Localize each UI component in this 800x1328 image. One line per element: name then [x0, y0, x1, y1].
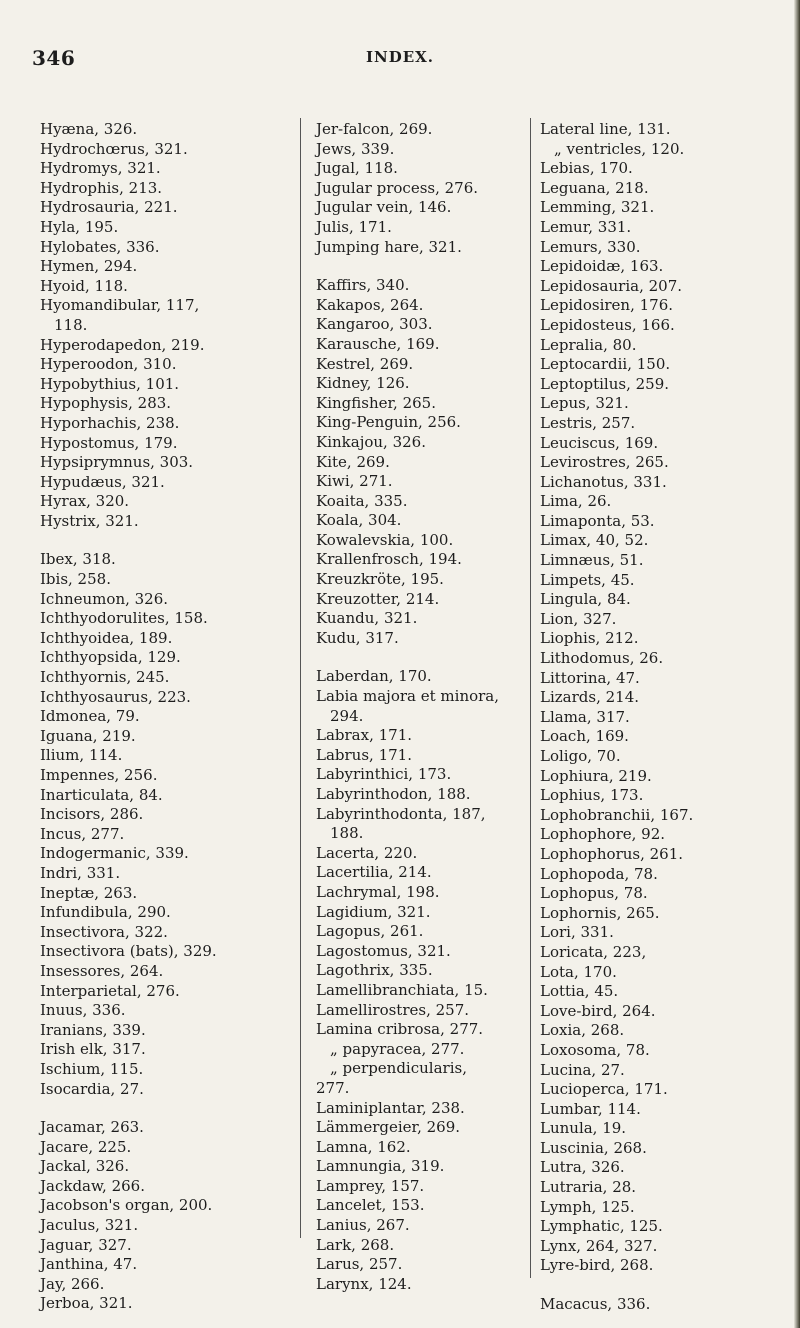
index-entry: Idmonea, 79. — [40, 707, 140, 726]
index-entry: Leptocardii, 150. — [540, 355, 671, 374]
index-entry: Hydromys, 321. — [40, 159, 161, 178]
index-entry: Lemur, 331. — [540, 217, 632, 236]
index-entry: Lymphatic, 125. — [540, 1217, 663, 1236]
index-entry: Karausche, 169. — [316, 334, 440, 353]
index-entry: Jackal, 326. — [40, 1157, 130, 1176]
index-entry: Lophius, 173. — [540, 786, 644, 805]
index-entry: Lucina, 27. — [540, 1060, 625, 1079]
index-entry: Janthina, 47. — [40, 1255, 138, 1274]
index-entry: Insessores, 264. — [40, 961, 164, 980]
index-entry: Lutraria, 28. — [540, 1178, 637, 1197]
index-entry: Indri, 331. — [40, 863, 121, 882]
index-entry: Krallenfrosch, 194. — [316, 550, 462, 569]
index-entry: Loricata, 223, — [540, 942, 647, 961]
index-entry: Incus, 277. — [40, 824, 125, 843]
index-entry: 277. — [316, 1078, 350, 1097]
index-entry: Loligo, 70. — [540, 747, 621, 765]
index-entry: Jerboa, 321. — [40, 1294, 133, 1313]
index-entry: 188. — [330, 824, 364, 843]
index-entry: Lanius, 267. — [316, 1216, 410, 1235]
index-entry: Inarticulata, 84. — [40, 785, 163, 804]
index-entry: Lima, 26. — [540, 492, 612, 511]
index-entry: Lamprey, 157. — [316, 1176, 425, 1195]
index-entry: Hypsiprymnus, 303. — [40, 453, 194, 472]
index-entry: Ichthyornis, 245. — [40, 668, 170, 687]
index-entry: Insectivora, 322. — [40, 922, 168, 941]
index-entry: Kreuzkröte, 195. — [316, 570, 444, 589]
index-entry: Lagostomus, 321. — [316, 941, 451, 960]
index-entry: Jay, 266. — [40, 1274, 105, 1293]
index-entry: Jews, 339. — [316, 139, 395, 158]
index-entry: Lamellibranchiata, 15. — [316, 980, 488, 999]
index-entry: Lamna, 162. — [316, 1137, 411, 1156]
index-entry: Lemurs, 330. — [540, 237, 641, 256]
index-entry: Lophopus, 78. — [540, 884, 648, 903]
index-entry: Laberdan, 170. — [316, 667, 432, 686]
index-entry: Hyla, 195. — [40, 217, 119, 236]
index-entry: Hypobythius, 101. — [40, 374, 180, 393]
index-entry: Lepidosteus, 166. — [540, 315, 675, 334]
index-entry: Kingfisher, 265. — [316, 393, 436, 412]
index-entry: Lion, 327. — [540, 609, 617, 628]
index-entry: Liophis, 212. — [540, 629, 639, 648]
index-entry: Koala, 304. — [316, 511, 402, 530]
index-entry: Lophornis, 265. — [540, 903, 660, 922]
index-entry: 118. — [54, 315, 88, 334]
index-entry: Kaffirs, 340. — [316, 276, 410, 295]
index-entry: Jumping hare, 321. — [316, 237, 462, 256]
index-entry: Lutra, 326. — [540, 1158, 625, 1177]
index-entry: Hydrosauria, 221. — [40, 198, 178, 217]
index-entry: Isocardia, 27. — [40, 1079, 144, 1098]
index-entry: Lepidosiren, 176. — [540, 296, 674, 315]
index-entry: Jugular vein, 146. — [316, 198, 452, 217]
index-entry: Hylobates, 336. — [40, 237, 160, 256]
index-entry: Jacamar, 263. — [40, 1118, 144, 1137]
index-entry: Julis, 171. — [316, 217, 392, 236]
index-entry: Ibis, 258. — [40, 570, 111, 589]
index-entry: Lichanotus, 331. — [540, 472, 667, 491]
index-entry: Lestris, 257. — [540, 413, 636, 432]
index-entry: Hyæna, 326. — [40, 120, 138, 138]
index-entry: Hyperodapedon, 219. — [40, 335, 205, 354]
index-entry: Interparietal, 276. — [40, 981, 180, 1000]
index-entry: Infundibula, 290. — [40, 903, 171, 922]
index-entry: Levirostres, 265. — [540, 453, 669, 472]
index-entry: Hyomandibular, 117, — [40, 296, 200, 315]
index-entry: Lamnungia, 319. — [316, 1157, 445, 1176]
column-divider — [530, 118, 531, 1278]
index-entry: Ilium, 114. — [40, 746, 123, 765]
index-entry: Leguana, 218. — [540, 178, 649, 197]
index-entry: Lepralia, 80. — [540, 335, 637, 354]
index-entry: Jaculus, 321. — [40, 1216, 139, 1235]
index-entry: Lark, 268. — [316, 1235, 395, 1254]
index-entry: Lynx, 264, 327. — [540, 1236, 658, 1255]
index-entry: Ichthyodorulites, 158. — [40, 609, 208, 628]
index-entry: Lacerta, 220. — [316, 843, 418, 862]
index-entry: „ papyracea, 277. — [330, 1039, 465, 1058]
index-entry: 294. — [330, 706, 364, 725]
index-entry: Lämmergeier, 269. — [316, 1118, 461, 1137]
index-entry: Leptoptilus, 259. — [540, 374, 670, 393]
index-entry: Labrus, 171. — [316, 745, 412, 764]
index-entry: Labyrinthodonta, 187, — [316, 804, 486, 823]
index-entry: Kudu, 317. — [316, 628, 399, 647]
index-column-2 — [316, 120, 526, 1294]
index-entry: Hypostomus, 179. — [40, 433, 178, 452]
index-entry: Impennes, 256. — [40, 766, 158, 784]
index-entry: Lophophorus, 261. — [540, 844, 684, 863]
index-entry: Incisors, 286. — [40, 805, 144, 824]
index-column-3 — [540, 120, 785, 1315]
index-entry: Jacobson's organ, 200. — [40, 1196, 213, 1215]
index-entry: Lemming, 321. — [540, 198, 655, 217]
index-entry: Lucioperca, 171. — [540, 1080, 668, 1099]
index-entry: Kuandu, 321. — [316, 609, 418, 628]
index-entry: Indogermanic, 339. — [40, 844, 189, 863]
index-entry: Larynx, 124. — [316, 1274, 412, 1293]
index-entry: Lagopus, 261. — [316, 922, 424, 941]
index-entry: Labyrinthici, 173. — [316, 765, 452, 784]
index-entry: Lunula, 19. — [540, 1119, 627, 1138]
index-entry: Kreuzotter, 214. — [316, 589, 440, 608]
index-entry: Lumbar, 114. — [540, 1099, 641, 1118]
index-entry: Irish elk, 317. — [40, 1040, 146, 1059]
index-entry: Limaponta, 53. — [540, 511, 655, 530]
index-entry: Larus, 257. — [316, 1255, 403, 1274]
index-entry: Ichneumon, 326. — [40, 589, 169, 608]
index-entry: Lepidosauria, 207. — [540, 276, 683, 295]
index-entry: Jackdaw, 266. — [40, 1176, 145, 1195]
index-entry: Jer-falcon, 269. — [316, 120, 433, 138]
index-entry: Iguana, 219. — [40, 726, 136, 745]
index-entry: Laminiplantar, 238. — [316, 1098, 465, 1117]
index-entry: Kite, 269. — [316, 452, 390, 471]
index-entry: Littorina, 47. — [540, 668, 640, 687]
index-entry: Lachrymal, 198. — [316, 882, 440, 901]
index-entry: Ichthyoidea, 189. — [40, 628, 173, 647]
index-entry: Insectivora (bats), 329. — [40, 942, 217, 961]
index-entry: Kinkajou, 326. — [316, 432, 426, 451]
index-entry: Macacus, 336. — [540, 1295, 651, 1314]
index-entry: Loxosoma, 78. — [540, 1040, 650, 1059]
index-entry: Ibex, 318. — [40, 550, 116, 569]
index-entry: Jacare, 225. — [40, 1137, 132, 1156]
page-edge — [794, 0, 800, 1328]
index-entry: Luscinia, 268. — [540, 1138, 647, 1157]
column-divider — [300, 118, 301, 1238]
index-entry: Lottia, 45. — [540, 982, 619, 1001]
index-entry: Kidney, 126. — [316, 374, 410, 393]
index-entry: King-Penguin, 256. — [316, 413, 461, 432]
index-entry: Hydrophis, 213. — [40, 178, 163, 197]
index-entry: Hydrochœrus, 321. — [40, 139, 188, 158]
running-head: INDEX. — [365, 48, 435, 66]
index-entry: Lebias, 170. — [540, 159, 633, 178]
index-entry: Lophobranchii, 167. — [540, 805, 694, 824]
index-entry: Hyoid, 118. — [40, 276, 128, 295]
index-entry: Koaita, 335. — [316, 491, 408, 510]
index-entry: Hyperoodon, 310. — [40, 355, 177, 374]
index-entry: Limax, 40, 52. — [540, 531, 649, 550]
index-entry: Hyporhachis, 238. — [40, 413, 180, 432]
index-entry: Ineptæ, 263. — [40, 883, 138, 902]
index-entry: Lophiura, 219. — [540, 766, 652, 785]
index-entry: Lophophore, 92. — [540, 825, 666, 844]
index-entry: Lamellirostres, 257. — [316, 1000, 470, 1019]
index-entry: Leuciscus, 169. — [540, 433, 659, 452]
index-entry: Lagidium, 321. — [316, 902, 431, 921]
index-entry: Kangaroo, 303. — [316, 315, 433, 334]
index-entry: Limpets, 45. — [540, 570, 635, 589]
index-column-1 — [40, 120, 290, 1314]
index-entry: Lyre-bird, 268. — [540, 1256, 654, 1275]
index-entry: Kakapos, 264. — [316, 295, 424, 314]
index-entry: Lori, 331. — [540, 923, 614, 942]
page-number: 346 — [32, 46, 76, 70]
index-entry: Lateral line, 131. — [540, 120, 671, 138]
index-entry: Jaguar, 327. — [40, 1235, 132, 1254]
index-entry: Lagothrix, 335. — [316, 961, 433, 980]
index-entry: Lamina cribrosa, 277. — [316, 1020, 484, 1039]
index-entry: Loxia, 268. — [540, 1021, 625, 1040]
index-entry: Limnæus, 51. — [540, 551, 644, 570]
index-entry: Lota, 170. — [540, 962, 617, 981]
index-entry: Hystrix, 321. — [40, 511, 139, 530]
index-entry: Kestrel, 269. — [316, 354, 414, 373]
index-entry: „ ventricles, 120. — [554, 139, 685, 158]
index-entry: Hymen, 294. — [40, 257, 138, 276]
index-entry: Iranians, 339. — [40, 1020, 146, 1039]
index-entry: Loach, 169. — [540, 727, 629, 746]
index-entry: Kowalevskia, 100. — [316, 530, 454, 549]
index-entry: Lepus, 321. — [540, 394, 629, 413]
index-entry: Lepidoidæ, 163. — [540, 257, 664, 276]
index-entry: Hypudæus, 321. — [40, 472, 165, 491]
index-entry: Jugular process, 276. — [316, 178, 479, 197]
index-entry: Hypophysis, 283. — [40, 394, 172, 413]
index-entry: Lingula, 84. — [540, 590, 631, 609]
index-entry: Lymph, 125. — [540, 1197, 635, 1216]
index-entry: Kiwi, 271. — [316, 472, 393, 491]
index-entry: Ichthyopsida, 129. — [40, 648, 181, 667]
index-entry: Lithodomus, 26. — [540, 649, 664, 668]
index-entry: Labrax, 171. — [316, 726, 413, 745]
index-entry: Hyrax, 320. — [40, 492, 130, 511]
index-entry: Love-bird, 264. — [540, 1001, 656, 1020]
index-entry: Inuus, 336. — [40, 1001, 126, 1020]
index-entry: Llama, 317. — [540, 707, 630, 726]
index-entry: Ischium, 115. — [40, 1059, 144, 1078]
index-entry: Jugal, 118. — [316, 159, 398, 178]
index-entry: „ perpendicularis, — [330, 1059, 467, 1078]
index-entry: Lophopoda, 78. — [540, 864, 658, 883]
index-entry: Lancelet, 153. — [316, 1196, 425, 1215]
index-entry: Labia majora et minora, — [316, 687, 500, 706]
index-entry: Lacertilia, 214. — [316, 863, 432, 882]
index-entry: Ichthyosaurus, 223. — [40, 687, 191, 706]
index-entry: Labyrinthodon, 188. — [316, 785, 471, 803]
index-entry: Lizards, 214. — [540, 688, 640, 707]
